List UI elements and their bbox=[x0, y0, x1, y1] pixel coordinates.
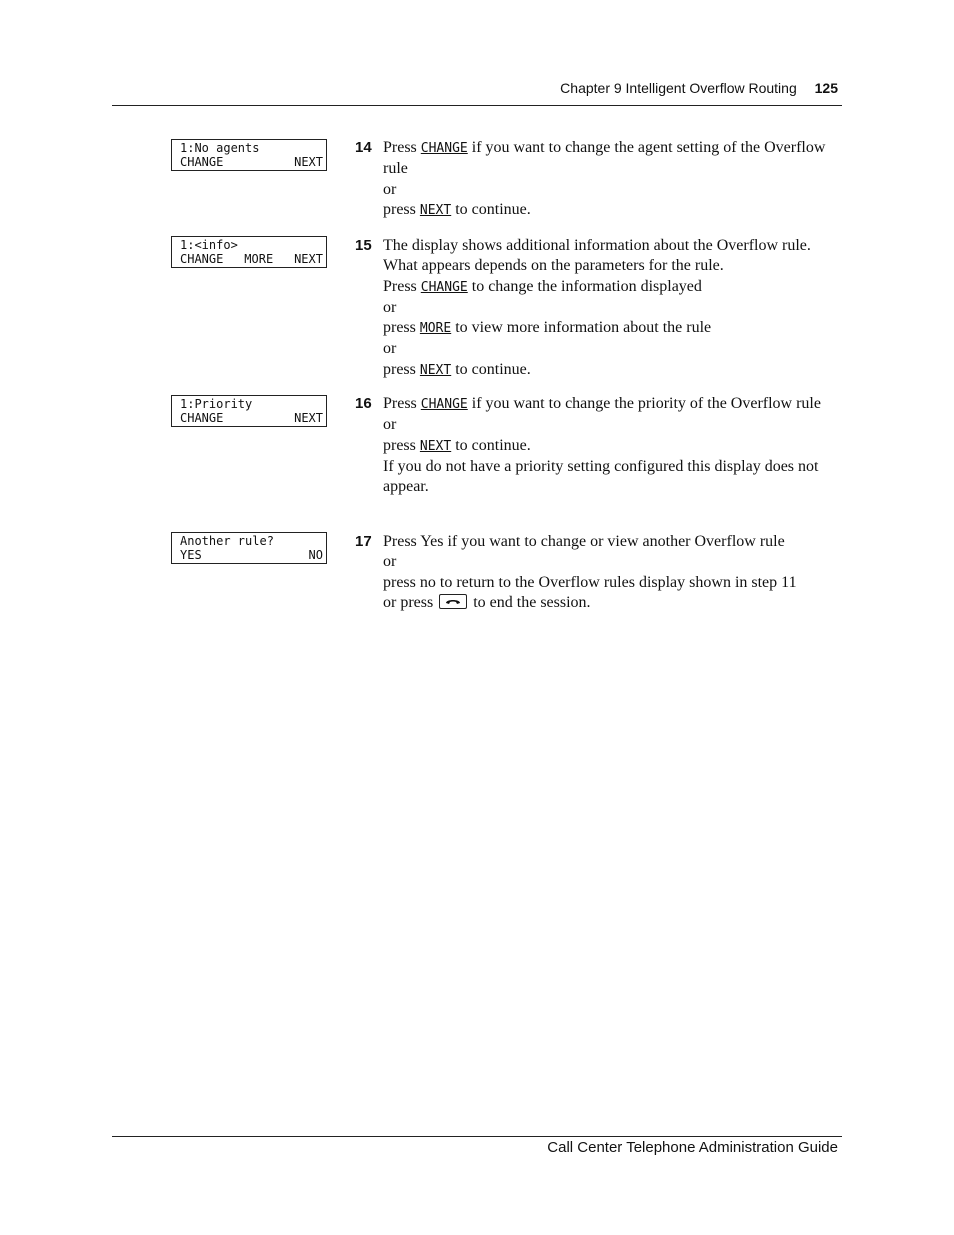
text: press bbox=[383, 319, 420, 337]
key-change: CHANGE bbox=[420, 279, 468, 295]
text: to view more information about the rule bbox=[451, 319, 712, 337]
softkey-change: CHANGE bbox=[180, 155, 224, 169]
step-16-text bbox=[383, 394, 833, 497]
display-step-17 bbox=[171, 532, 327, 564]
key-next: NEXT bbox=[419, 438, 452, 454]
text: Press bbox=[383, 395, 421, 412]
release-key-icon bbox=[439, 594, 467, 609]
text: press bbox=[383, 360, 420, 378]
softkey-next: NEXT bbox=[294, 252, 323, 266]
step-number: 14 bbox=[355, 139, 372, 156]
display-step-16 bbox=[171, 395, 327, 427]
header-rule bbox=[112, 105, 842, 106]
step-15-text bbox=[383, 236, 845, 381]
footer-title: Call Center Telephone Administration Guide bbox=[547, 1139, 838, 1156]
footer-rule bbox=[112, 1136, 842, 1137]
softkey-more: MORE bbox=[244, 252, 274, 266]
or-text: or bbox=[383, 340, 397, 358]
step-number: 17 bbox=[355, 533, 372, 550]
note-text: If you do not have a priority setting configured this display does not appear. bbox=[383, 457, 819, 496]
text: to continue. bbox=[451, 436, 531, 454]
text: press no to return to the Overflow rules display shown in step 11 bbox=[383, 573, 797, 591]
key-more: MORE bbox=[419, 321, 452, 337]
text: to change the information displayed bbox=[467, 277, 702, 295]
text: Press bbox=[383, 139, 421, 156]
or-text: or bbox=[383, 553, 397, 571]
text: if you want to change the priority of the Overflow rule bbox=[467, 395, 821, 412]
text: Press bbox=[383, 277, 421, 295]
display-line: 1:No agents bbox=[180, 141, 260, 155]
softkey-yes: YES bbox=[180, 548, 202, 562]
softkey-next: NEXT bbox=[294, 155, 323, 169]
key-change: CHANGE bbox=[420, 141, 468, 156]
display-line: Another rule? bbox=[180, 534, 274, 548]
key-next: NEXT bbox=[419, 202, 452, 218]
step-number: 15 bbox=[355, 237, 372, 254]
key-change: CHANGE bbox=[420, 397, 468, 412]
text: Press Yes if you want to change or view another Overflow rule bbox=[383, 533, 785, 550]
chapter-title: Chapter 9 Intelligent Overflow Routing bbox=[560, 80, 797, 96]
display-line: 1:<info> bbox=[180, 238, 238, 252]
text: to end the session. bbox=[469, 593, 591, 611]
key-next: NEXT bbox=[419, 362, 452, 378]
softkey-next: NEXT bbox=[294, 411, 323, 425]
text: if you want to change the agent setting of the Overflow rule bbox=[383, 139, 826, 178]
softkey-change: CHANGE bbox=[180, 252, 224, 266]
or-text: or bbox=[383, 180, 397, 198]
step-14-text bbox=[383, 138, 853, 221]
display-line: 1:Priority bbox=[180, 397, 253, 411]
page-number: 125 bbox=[814, 80, 838, 96]
or-text: or bbox=[383, 416, 397, 434]
page-header bbox=[560, 80, 838, 96]
text: to continue. bbox=[451, 360, 531, 378]
text: press bbox=[383, 200, 420, 218]
description: The display shows additional information about the Overflow rule. What appears depends on the parameters for the rule. bbox=[383, 237, 811, 275]
text: or press bbox=[383, 593, 438, 611]
step-17-text bbox=[383, 532, 853, 613]
display-step-15 bbox=[171, 236, 327, 268]
step-number: 16 bbox=[355, 395, 372, 412]
softkey-no: NO bbox=[308, 548, 323, 562]
text: to continue. bbox=[451, 200, 531, 218]
softkey-change: CHANGE bbox=[180, 411, 224, 425]
or-text: or bbox=[383, 298, 397, 316]
display-step-14 bbox=[171, 139, 327, 171]
text: press bbox=[383, 436, 420, 454]
